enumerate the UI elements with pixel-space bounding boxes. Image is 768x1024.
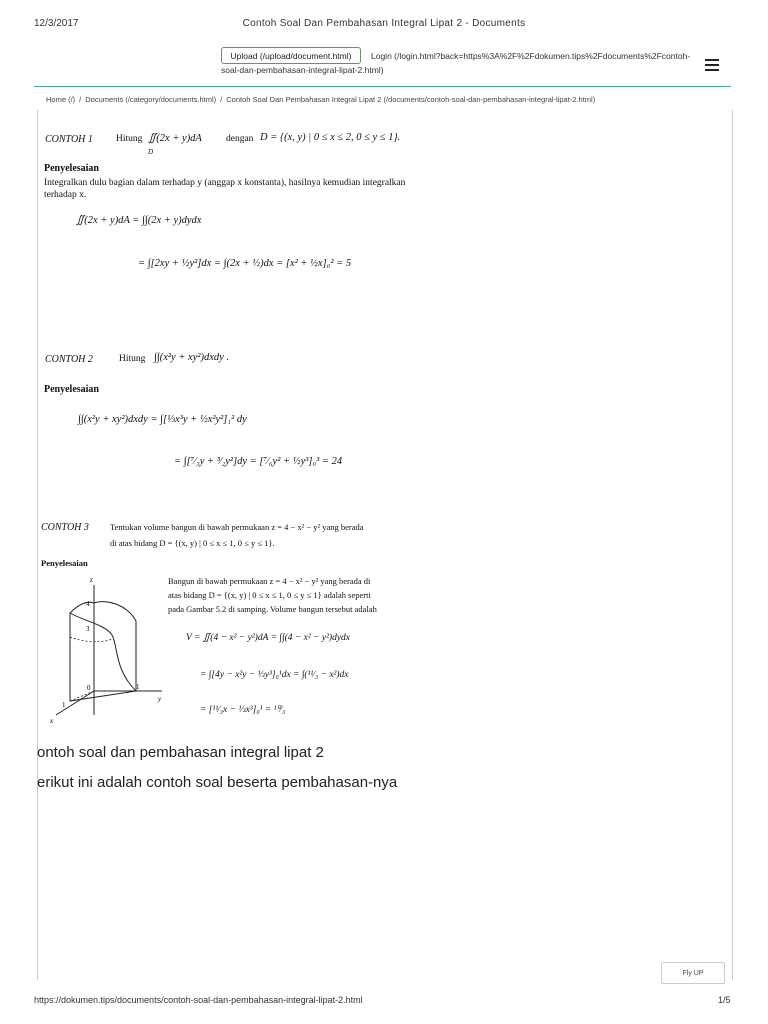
login-link[interactable]: Login (/login.html?back=https%3A%2F%2Fdokumen.tips%2Fdocuments%2Fcontoh- (371, 51, 691, 61)
contoh1-eq2: = ∫[2xy + ½y²]dx = ∫(2x + ½)dx = [x² + ½x]₀² = 5 (138, 258, 352, 269)
upload-button[interactable]: Upload (/upload/document.html) (221, 47, 361, 64)
contoh2-eq2: = ∫[⁷⁄₃y + ³⁄₂y²]dy = [⁷⁄₆y² + ½y³]₀³ = 24 (174, 456, 343, 467)
breadcrumb-documents[interactable]: Documents (/category/documents.html) (85, 95, 217, 104)
contoh1-sub: D (148, 148, 154, 156)
contoh3-label: CONTOH 3 (41, 522, 89, 533)
breadcrumb-current[interactable]: Contoh Soal Dan Pembahasan Integral Lipat 2 (/documents/contoh-soal-dan-pembahasan-integral-lipat-2.html) (226, 95, 596, 104)
login-link-continued[interactable]: soal-dan-pembahasan-integral-lipat-2.html) (221, 65, 384, 75)
contoh1-text2: terhadap x. (44, 190, 87, 200)
contoh1-domain: D = {(x, y) | 0 ≤ x ≤ 2, 0 ≤ y ≤ 1}. (260, 132, 401, 143)
contoh1-label: CONTOH 1 (45, 134, 93, 145)
contoh1-text1: Integralkan dulu bagian dalam terhadap y (anggap x konstanta), hasilnya kemudian integralkan (44, 178, 406, 188)
breadcrumb-home[interactable]: Home (/) (46, 95, 76, 104)
tick-1-x: 1 (62, 701, 66, 709)
volume-figure (44, 573, 164, 725)
tick-0: 0 (87, 684, 91, 692)
contoh2-penyelesaian: Penyelesaian (44, 384, 99, 395)
contoh2-eq1: ∫∫(x²y + xy²)dxdy = ∫[⅓x³y + ½x²y²]₁² dy (78, 414, 247, 425)
contoh3-text2: di atas bidang D = {(x, y) | 0 ≤ x ≤ 1, 0 ≤ y ≤ 1}. (110, 538, 275, 548)
contoh3-eq3: = [¹¹⁄₃x − ⅓x³]₀¹ = ¹⁰⁄₃ (200, 705, 286, 715)
contoh1-integral: ∬(2x + y)dA (148, 133, 202, 144)
contoh2-label: CONTOH 2 (45, 354, 93, 365)
document-subtext: erikut ini adalah contoh soal beserta pembahasan-nya (37, 774, 398, 791)
fly-up-button[interactable]: Fly UP (661, 962, 725, 984)
header-divider (34, 86, 731, 87)
document-page-image (40, 118, 440, 728)
contoh3-desc2: atas bidang D = {(x, y) | 0 ≤ x ≤ 1, 0 ≤ y ≤ 1} adalah seperti (168, 590, 371, 600)
contoh1-dengan: dengan (226, 134, 254, 144)
contoh1-eq1: ∬(2x + y)dA = ∫∫(2x + y)dydx (76, 215, 202, 226)
contoh2-prompt: Hitung (119, 354, 146, 364)
contoh3-text1: Tentukan volume bangun di bawah permukaan z = 4 − x² − y² yang berada (110, 522, 364, 532)
contoh3-eq2: = ∫[4y − x²y − ⅓y³]₀¹dx = ∫(¹¹⁄₃ − x²)dx (200, 670, 349, 680)
contoh1-penyelesaian: Penyelesaian (44, 163, 99, 174)
axis-z-label: z (90, 576, 93, 584)
tick-3: 3 (86, 625, 90, 633)
contoh3-eq1: V = ∬(4 − x² − y²)dA = ∫∫(4 − x² − y²)dydx (186, 633, 351, 643)
document-heading: ontoh soal dan pembahasan integral lipat 2 (37, 744, 324, 761)
axis-x-label: x (50, 717, 54, 725)
breadcrumb: Home (/) / Documents (/category/documents.html) / Contoh Soal Dan Pembahasan Integral Lipat 2 (/documents/contoh-soal-dan-pembahasan-integral-lipat-2.html) (46, 95, 596, 104)
axis-y-label: y (158, 695, 162, 703)
footer-page-number: 1/5 (718, 995, 731, 1005)
contoh3-desc1: Bangun di bawah permukaan z = 4 − x² − y² yang berada di (168, 576, 371, 586)
footer-url: https://dokumen.tips/documents/contoh-soal-dan-pembahasan-integral-lipat-2.html (34, 995, 363, 1005)
print-date: 12/3/2017 (34, 18, 79, 29)
contoh1-prompt: Hitung (116, 134, 143, 144)
hamburger-menu-icon[interactable] (705, 59, 719, 71)
contoh3-desc3: pada Gambar 5.2 di samping. Volume bangun tersebut adalah (168, 604, 377, 614)
contoh2-integral: ∫∫(x²y + xy²)dxdy . (154, 352, 230, 363)
contoh3-penyelesaian: Penyelesaian (41, 558, 88, 568)
page-title: Contoh Soal Dan Pembahasan Integral Lipat 2 - Documents (242, 18, 526, 29)
tick-4: 4 (86, 600, 90, 608)
tick-1-y: 1 (136, 683, 140, 691)
